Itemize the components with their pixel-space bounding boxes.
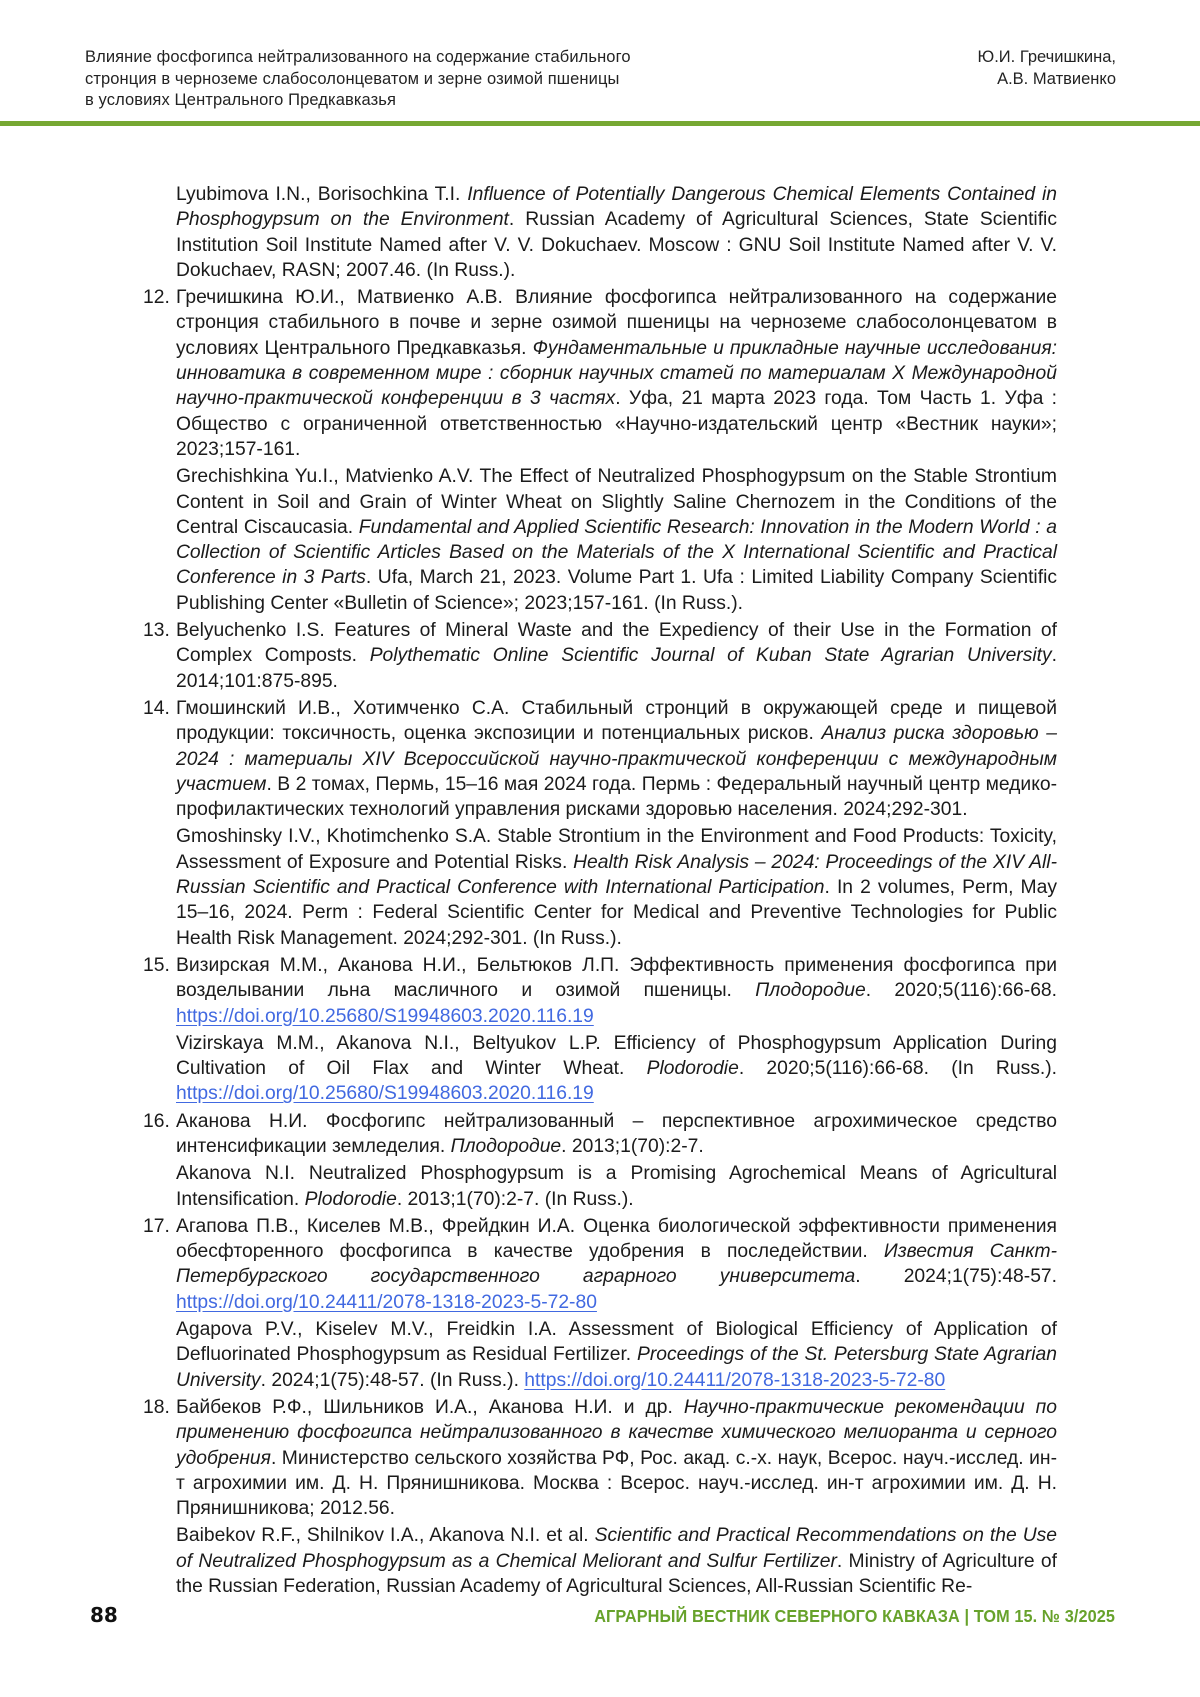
- citation-text: . Russian Academy of Agricultural Sciences, State Scientific Institution Soil Institute Named after V. V. Dokuchaev. Moscow : GNU Soil Institute Named after V. V. Dokuchaev, RASN; 2007.46. (In Russ.).: [176, 209, 1057, 281]
- source-title: Известия Санкт-Петербургского государственного аграрного университета: [176, 1241, 1057, 1288]
- header-author-line: Ю.И. Гречишкина,: [977, 48, 1116, 66]
- source-title: Plodorodie: [304, 1188, 397, 1210]
- header-author-line: А.В. Матвиенко: [997, 69, 1116, 88]
- doi-link[interactable]: https://doi.org/10.24411/2078-1318-2023-5-72-80: [524, 1369, 946, 1391]
- source-title: Polythematic Online Scientific Journal of Kuban State Agrarian University: [369, 645, 1052, 667]
- page-number: 88: [90, 1603, 118, 1627]
- reference-number: 16.: [143, 1110, 170, 1132]
- citation-text: . В 2 томах, Пермь, 15–16 мая 2024 года. Пермь : Федеральный научный центр медико-профилактических технологий управления рисками здоровью населения. 2024;292-301.: [176, 773, 1057, 821]
- reference-item: [143, 953, 1057, 1029]
- header-rule: [0, 121, 1200, 126]
- citation-text: Baibekov R.F., Shilnikov I.A., Akanova N.I. et al.: [176, 1525, 595, 1547]
- reference-number: 14.: [143, 697, 170, 719]
- source-title: Fundamental and Applied Scientific Research: Innovation in the Modern World : a Collection of Scientific Articles Based on the Materials of the X International Scientific and Practical Conference in 3 Parts: [176, 516, 1057, 589]
- source-title: Фундаментальные и прикладные научные исследования: инноватика в современном мире : сборник научных статей по материалам X Международной научно-практической конференции в 3 частях: [176, 337, 1057, 410]
- citation-text: . In 2 volumes, Perm, May 15–16, 2024. Perm : Federal Scientific Center for Medical and Preventive Technologies for Public Health Risk Management. 2024;292-301. (In Russ.).: [176, 877, 1057, 949]
- reference-item: [143, 1395, 1057, 1521]
- source-title: Influence of Potentially Dangerous Chemical Elements Contained in Phosphogypsum on the Environment: [176, 184, 1057, 231]
- source-title: Health Risk Analysis – 2024: Proceedings of the XIV All-Russian Scientific and Practical Conference with International Participation: [176, 851, 1057, 899]
- citation-text: Agapova P.V., Kiselev M.V., Freidkin I.A. Assessment of Biological Efficiency of Application of Defluorinated Phosphogypsum as Residual Fertilizer.: [176, 1319, 1057, 1366]
- citation-text: Байбеков Р.Ф., Шильников И.А., Аканова Н.И. и др.: [176, 1396, 684, 1418]
- reference-item: [143, 1214, 1057, 1315]
- reference-item: [143, 285, 1057, 462]
- citation-text: . 2024;1(75):48-57. (In Russ.).: [260, 1369, 525, 1391]
- citation-text: . Уфа, 21 марта 2023 года. Том Часть 1. Уфа : Общество с ограниченной ответственностью «Научно-издательский центр «Вестник науки»; 2023;157-161.: [176, 388, 1057, 460]
- source-title: Научно-практические рекомендации по применению фосфогипса нейтрализованного в качестве химического мелиоранта и серного удобрения: [176, 1396, 1058, 1469]
- citation-text: Vizirskaya M.M., Akanova N.I., Beltyukov L.P. Efficiency of Phosphogypsum Application During Cultivation of Oil Flax and Winter Wheat.: [176, 1032, 1057, 1080]
- source-title: Плодородие: [450, 1135, 562, 1157]
- reference-translation: [143, 1317, 1057, 1393]
- doi-link[interactable]: https://doi.org/10.25680/S19948603.2020.116.19: [176, 1083, 594, 1105]
- citation-text: Визирская М.М., Аканова Н.И., Бельтюков Л.П. Эффективность применения фосфогипса при возделывании льна масличного и озимой пшеницы.: [176, 954, 1057, 1002]
- citation-text: . 2014;101:875-895.: [176, 645, 1057, 692]
- citation-text: . Министерство сельского хозяйства РФ, Рос. акад. с.-х. наук, Всерос. науч.-исслед. ин-т агрохимии им. Д. Н. Прянишникова. Москва : Всерос. науч.-исслед. ин-т агрохимии им. Д. Н. Прянишникова; 2012.56.: [176, 1447, 1057, 1520]
- citation-text: Lyubimova I.N., Borisochkina T.I.: [176, 184, 468, 205]
- citation-text: Агапова П.В., Киселев М.В., Фрейдкин И.А. Оценка биологической эффективности применения обесфторенного фосфогипса в качестве удобрения в последействии.: [176, 1215, 1057, 1263]
- header-title-line: в условиях Центрального Предкавказья: [85, 91, 397, 109]
- header-title: [85, 47, 631, 112]
- citation-text: . Ministry of Agriculture of the Russian Federation, Russian Academy of Agricultural Sciences, All-Russian Scientific Re-: [176, 1550, 1058, 1598]
- reference-item: [143, 1109, 1057, 1160]
- reference-number: 12.: [143, 287, 170, 309]
- citation-text: Belyuchenko I.S. Features of Mineral Waste and the Expediency of their Use in the Formation of Complex Composts.: [176, 620, 1057, 667]
- reference-translation: [143, 1161, 1057, 1212]
- reference-item: [143, 618, 1057, 694]
- citation-text: . Ufa, March 21, 2023. Volume Part 1. Ufa : Limited Liability Company Scientific Publishing Center «Bulletin of Science»; 2023;157-161. (In Russ.).: [176, 567, 1057, 614]
- reference-translation: [143, 1523, 1057, 1599]
- reference-number: 18.: [143, 1396, 170, 1418]
- source-title: Scientific and Practical Recommendations on the Use of Neutralized Phosphogypsum as a Chemical Meliorant and Sulfur Fertilizer: [176, 1525, 1057, 1572]
- header-authors: [978, 47, 1116, 90]
- reference-list: [143, 182, 1057, 1601]
- reference-number: 15.: [143, 954, 170, 976]
- citation-text: Аканова Н.И. Фосфогипс нейтрализованный – перспективное агрохимическое средство интенсификации земледелия.: [176, 1110, 1057, 1157]
- header-title-line: стронция в черноземе слабосолонцеватом и зерне озимой пшеницы: [85, 69, 620, 88]
- doi-link[interactable]: https://doi.org/10.25680/S19948603.2020.116.19: [176, 1005, 594, 1027]
- reference-number: 17.: [143, 1215, 170, 1237]
- citation-text: Gmoshinsky I.V., Khotimchenko S.A. Stable Strontium in the Environment and Food Products: Toxicity, Assessment of Exposure and Potential Risks.: [176, 826, 1057, 873]
- citation-text: . 2013;1(70):2-7.: [561, 1135, 704, 1157]
- footer-journal: АГРАРНЫЙ ВЕСТНИК СЕВЕРНОГО КАВКАЗА | ТОМ 15. № 3/2025: [594, 1606, 1115, 1626]
- citation-text: Гречишкина Ю.И., Матвиенко А.В. Влияние фосфогипса нейтрализованного на содержание стронция стабильного в почве и зерне озимой пшеницы на черноземе слабосолонцеватом в условиях Центрального Предкавказья.: [176, 287, 1057, 359]
- reference-translation: [143, 1031, 1057, 1107]
- source-title: Анализ риска здоровью – 2024 : материалы XIV Всероссийской научно-практической конференции с международным участием: [176, 723, 1057, 795]
- citation-text: Гмошинский И.В., Хотимченко С.А. Стабильный стронций в окружающей среде и пищевой продукции: токсичность, оценка экспозиции и потенциальных рисков.: [176, 697, 1057, 745]
- page-header: [85, 47, 1116, 112]
- citation-text: . 2020;5(116):66-68. (In Russ.).: [738, 1058, 1057, 1080]
- source-title: Плодородие: [755, 980, 866, 1002]
- page-footer: [90, 1603, 1115, 1627]
- citation-text: . 2024;1(75):48-57.: [855, 1266, 1057, 1288]
- citation-text: Grechishkina Yu.I., Matvienko A.V. The Effect of Neutralized Phosphogypsum on the Stable Strontium Content in Soil and Grain of Winter Wheat on Slightly Saline Chernozem in the Conditions of the Central Ciscaucasia.: [176, 466, 1057, 538]
- citation-text: . 2013;1(70):2-7. (In Russ.).: [396, 1188, 634, 1210]
- reference-translation: [143, 182, 1057, 283]
- citation-text: Akanova N.I. Neutralized Phosphogypsum is a Promising Agrochemical Means of Agricultural Intensification.: [176, 1163, 1057, 1210]
- reference-item: [143, 696, 1057, 822]
- citation-text: . 2020;5(116):66-68.: [865, 980, 1058, 1002]
- source-title: Proceedings of the St. Petersburg State Agrarian University: [176, 1344, 1057, 1391]
- doi-link[interactable]: https://doi.org/10.24411/2078-1318-2023-5-72-80: [176, 1291, 597, 1313]
- source-title: Plodorodie: [646, 1058, 739, 1080]
- reference-translation: [143, 464, 1057, 616]
- reference-number: 13.: [143, 620, 170, 642]
- header-title-line: Влияние фосфогипса нейтрализованного на содержание стабильного: [85, 48, 631, 66]
- reference-translation: [143, 824, 1057, 950]
